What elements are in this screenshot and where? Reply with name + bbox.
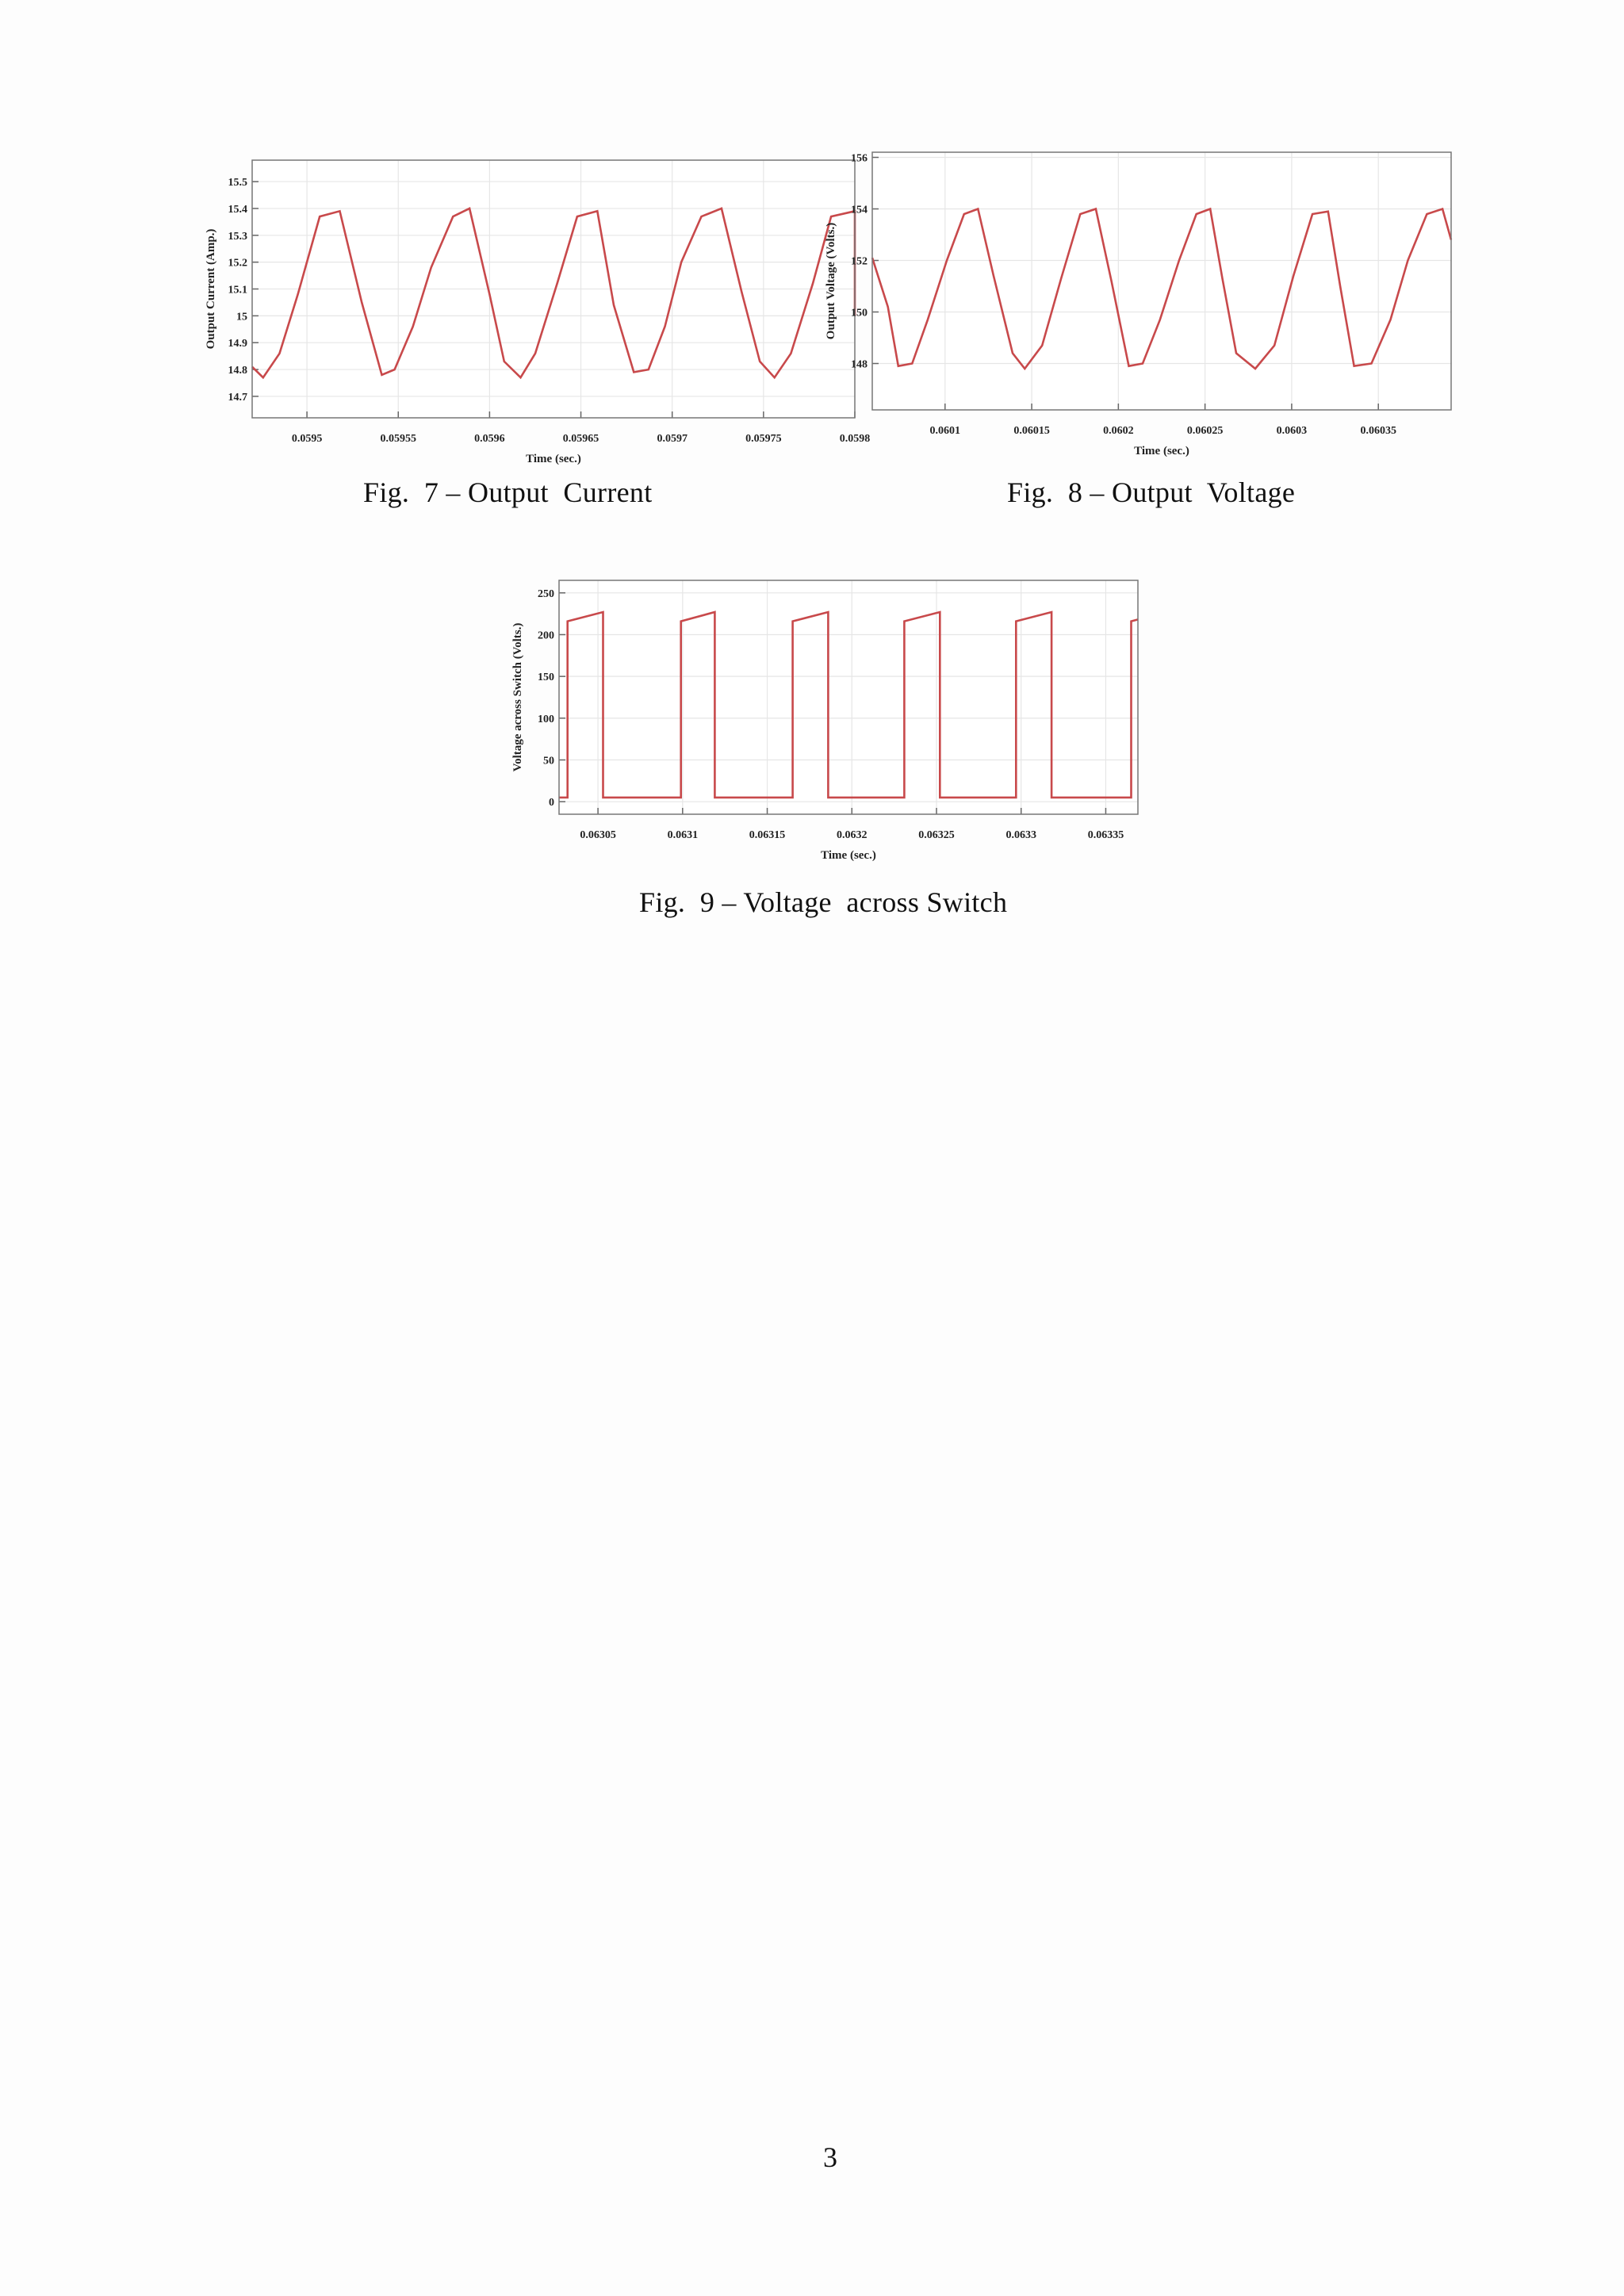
y-tick-label: 148 <box>851 358 868 371</box>
y-axis-label: Voltage across Switch (Volts.) <box>511 622 524 772</box>
y-tick-label: 200 <box>538 629 554 642</box>
figure-8-caption: Fig. 8 – Output Voltage <box>1007 476 1296 508</box>
y-tick-label: 0 <box>549 797 554 809</box>
y-tick-label: 15.2 <box>228 257 247 270</box>
x-tick-label: 0.0598 <box>839 433 871 445</box>
page-number: 3 <box>823 2141 837 2173</box>
y-tick-label: 250 <box>538 587 554 600</box>
x-tick-label: 0.0603 <box>1276 425 1308 437</box>
x-tick-label: 0.0595 <box>291 433 323 445</box>
x-tick-label: 0.05975 <box>745 433 782 445</box>
switch-voltage-chart <box>511 571 1150 864</box>
x-axis-label: Time (sec.) <box>526 453 581 465</box>
x-tick-label: 0.06025 <box>1186 425 1224 437</box>
output-voltage-chart <box>825 143 1463 457</box>
x-tick-label: 0.06015 <box>1013 425 1050 437</box>
x-axis-label: Time (sec.) <box>1134 445 1189 457</box>
x-tick-label: 0.06315 <box>749 829 786 841</box>
x-tick-label: 0.0632 <box>837 829 868 841</box>
x-tick-label: 0.06335 <box>1087 829 1124 841</box>
y-tick-label: 15.3 <box>228 230 247 243</box>
x-tick-label: 0.0602 <box>1103 425 1134 437</box>
y-tick-label: 50 <box>543 755 554 767</box>
y-tick-label: 14.9 <box>228 338 247 350</box>
y-tick-label: 152 <box>851 255 868 268</box>
y-tick-label: 15.4 <box>228 203 247 216</box>
y-tick-label: 14.8 <box>228 365 247 377</box>
figure-9-caption: Fig. 9 – Voltage across Switch <box>639 886 1008 918</box>
x-tick-label: 0.0631 <box>667 829 699 841</box>
x-axis-label: Time (sec.) <box>821 849 876 862</box>
y-axis-label: Output Current (Amp.) <box>205 228 217 350</box>
y-axis-label: Output Voltage (Volts.) <box>825 222 837 340</box>
y-tick-label: 156 <box>851 152 868 165</box>
y-tick-label: 15.1 <box>228 284 247 297</box>
x-tick-label: 0.06325 <box>918 829 955 841</box>
x-tick-label: 0.06305 <box>580 829 616 841</box>
x-tick-label: 0.0596 <box>474 433 505 445</box>
y-tick-label: 100 <box>538 713 554 725</box>
x-tick-label: 0.0601 <box>929 425 961 437</box>
y-tick-label: 14.7 <box>228 391 247 404</box>
x-tick-label: 0.06035 <box>1360 425 1396 437</box>
y-tick-label: 15.5 <box>228 177 247 189</box>
switch-voltage-plot <box>511 571 1150 864</box>
x-tick-label: 0.05965 <box>562 433 599 445</box>
x-tick-label: 0.0633 <box>1005 829 1036 841</box>
y-tick-label: 15 <box>236 311 247 323</box>
plot-area <box>872 152 1451 410</box>
y-tick-label: 150 <box>538 672 554 684</box>
y-tick-label: 150 <box>851 307 868 320</box>
output-voltage-plot <box>825 143 1463 457</box>
y-tick-label: 154 <box>851 204 868 216</box>
x-tick-label: 0.05955 <box>380 433 416 445</box>
x-tick-label: 0.0597 <box>657 433 688 445</box>
figure-7-caption: Fig. 7 – Output Current <box>363 476 653 508</box>
